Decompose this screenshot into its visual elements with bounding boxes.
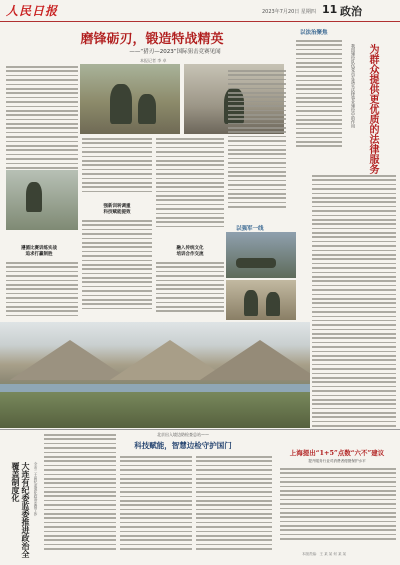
photo-rappelling xyxy=(6,170,78,230)
lead-text-column-3b xyxy=(156,262,224,320)
bottom-left-title: 大连有纪委监委推进政治全覆盖制度化 xyxy=(11,462,31,558)
bottom-mid-heading xyxy=(118,432,248,451)
lead-headline: 磨锋砺刃，锻造特战精英 xyxy=(80,32,224,47)
bottom-mid-text-2 xyxy=(196,456,272,560)
section-tag-mid: 以强军一线 xyxy=(236,226,264,232)
bottom-left-subtitle: 全市二十届纪委深化政治监督工作 xyxy=(34,462,38,516)
lead-byline: 本报记者 李 卓 xyxy=(140,58,167,63)
section-tag-top-right: 以法治聚焦 xyxy=(300,30,328,36)
right-story-text-1 xyxy=(296,40,342,160)
bottom-right-title: 上海提出“1+5”点数“六不”建议 xyxy=(289,449,385,457)
lead-text-column-3 xyxy=(156,138,224,238)
bottom-right-text xyxy=(280,468,396,548)
bottom-mid-title: 科技赋能，智慧边检守护国门 xyxy=(134,441,232,450)
caption-box-2: 强新训转调重 科技赋能提效 xyxy=(103,204,131,215)
lead-text-column-2 xyxy=(82,138,152,198)
bottom-mid-text-1 xyxy=(120,456,192,560)
caption-box-3: 融入传统文化 培训合作交流 xyxy=(176,246,204,257)
right-story-text-2 xyxy=(312,175,396,445)
right-story-title: 为群众提供更优质的法律服务 xyxy=(367,44,378,174)
photo-team-field xyxy=(226,280,296,320)
lead-text-column-1b xyxy=(6,262,78,320)
bottom-left-text xyxy=(44,434,116,560)
right-story-subtitle: 我国建设队伍党员在落实法律事业建设中的作用 xyxy=(351,44,356,128)
photo-prone-sniper xyxy=(226,232,296,278)
section-name: 政治 xyxy=(340,5,362,18)
masthead xyxy=(0,0,400,22)
photo-landscape-range xyxy=(0,322,310,428)
bottom-right-subtitle: 提升服务行业对消费者便捷保护水平 xyxy=(308,459,366,463)
caption-box-1: 遵循比赛训练实战 追求打赢制胜 xyxy=(21,246,57,257)
lead-subhead: ——“猎刃—2023”国际狙击竞赛见闻 xyxy=(129,49,221,55)
bottom-mid-kicker: 北京出入境边防检查总站—— xyxy=(157,432,209,437)
issue-date: 2023年7月20日 星期四 xyxy=(262,9,316,15)
photo-sniper-training xyxy=(80,64,180,134)
page-footer-editors: 本版责编：王 某 某 何 某 某 xyxy=(302,552,347,556)
lead-text-column-4 xyxy=(228,70,286,220)
newspaper-logo: 人民日报 xyxy=(6,4,59,18)
page-number: 11 xyxy=(322,3,338,16)
lead-text-column-2b xyxy=(82,220,152,320)
bottom-right-heading xyxy=(277,448,397,464)
section-divider xyxy=(0,429,400,430)
